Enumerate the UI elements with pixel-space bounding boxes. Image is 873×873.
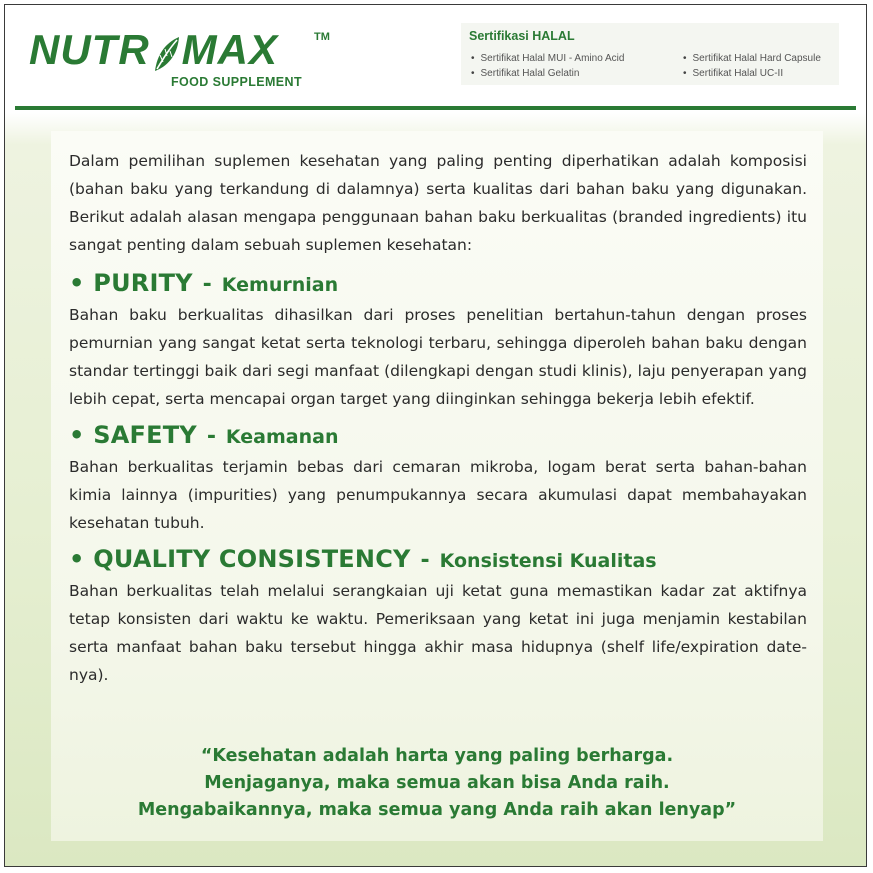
halal-list-col1 (471, 51, 624, 81)
section-body-safety: Bahan berkualitas terjamin bebas dari cemaran mikroba, logam berat serta bahan-bahan kimia lainnya (impurities) yang penumpukannya secara akumulasi dapat membahayakan kesehatan tubuh. (69, 458, 807, 532)
article-body (69, 147, 807, 689)
section-heading-safety (69, 417, 807, 453)
brand-tagline: FOOD SUPPLEMENT (171, 75, 303, 89)
halal-item: • Sertifikat Halal Hard Capsule (683, 51, 821, 66)
leaf-icon (151, 35, 181, 73)
section-heading-purity (69, 265, 807, 301)
quote-line-2: Menjaganya, maka semua akan bisa Anda raih. (204, 773, 670, 793)
section-subtitle: Keamanan (225, 426, 339, 448)
bullet-icon: • (69, 269, 85, 297)
halal-item: • Sertifikat Halal Gelatin (471, 66, 624, 81)
bullet-icon: • (69, 545, 85, 573)
page-frame (4, 4, 867, 867)
section-heading-quality-consistency (69, 541, 807, 577)
bullet-icon: • (69, 421, 85, 449)
intro-paragraph: Dalam pemilihan suplemen kesehatan yang paling penting diperhatikan adalah komposisi (bahan baku yang terkandung di dalamnya) serta kualitas dari bahan baku yang digunakan. Berikut adalah alasan mengapa penggunaan bahan baku berkualitas (branded ingredients) itu sangat penting dalam sebuah suplemen kesehatan: (69, 152, 807, 254)
halal-certification-box (461, 23, 839, 85)
section-dash: - (420, 548, 430, 573)
header (5, 5, 866, 109)
halal-certification-title: Sertifikasi HALAL (469, 29, 575, 43)
brand-wordmark (29, 26, 278, 73)
brand-name-part1: NUTR (29, 26, 150, 73)
section-title: SAFETY (93, 421, 197, 449)
brand-logo (29, 19, 349, 99)
halal-list-col2 (683, 51, 821, 81)
brand-name-part2: MAX (181, 26, 278, 73)
header-divider (15, 106, 856, 110)
section-dash: - (202, 272, 212, 297)
section-dash: - (206, 424, 216, 449)
section-body-purity: Bahan baku berkualitas dihasilkan dari proses penelitian bertahun-tahun dengan proses pemurnian yang sangat ketat serta teknologi terbaru, sehingga diperoleh bahan baku dengan standar tertinggi baik dari segi manfaat (dilengkapi dengan studi klinis), laju penyerapan yang lebih cepat, serta mencapai organ target yang diinginkan sehingga bekerja lebih efektif. (69, 306, 807, 408)
halal-item: • Sertifikat Halal MUI - Amino Acid (471, 51, 624, 66)
section-subtitle: Kemurnian (221, 274, 339, 296)
halal-item: • Sertifikat Halal UC-II (683, 66, 821, 81)
section-body-quality-consistency: Bahan berkualitas telah melalui serangkaian uji ketat guna memastikan kadar zat aktifnya tetap konsisten dari waktu ke waktu. Pemeriksaan yang ketat ini juga menjamin kestabilan serta manfaat bahan baku tersebut hingga akhir masa hidupnya (shelf life/expiration date-nya). (69, 582, 807, 684)
section-title: QUALITY CONSISTENCY (93, 545, 411, 573)
quote-line-3: Mengabaikannya, maka semua yang Anda raih akan lenyap” (137, 800, 737, 820)
section-subtitle: Konsistensi Kualitas (439, 550, 657, 572)
content-panel (51, 131, 823, 841)
trademark-symbol: TM (314, 31, 330, 43)
health-quote (51, 743, 823, 824)
quote-line-1: “Kesehatan adalah harta yang paling berharga. (200, 746, 674, 766)
section-title: PURITY (93, 269, 193, 297)
